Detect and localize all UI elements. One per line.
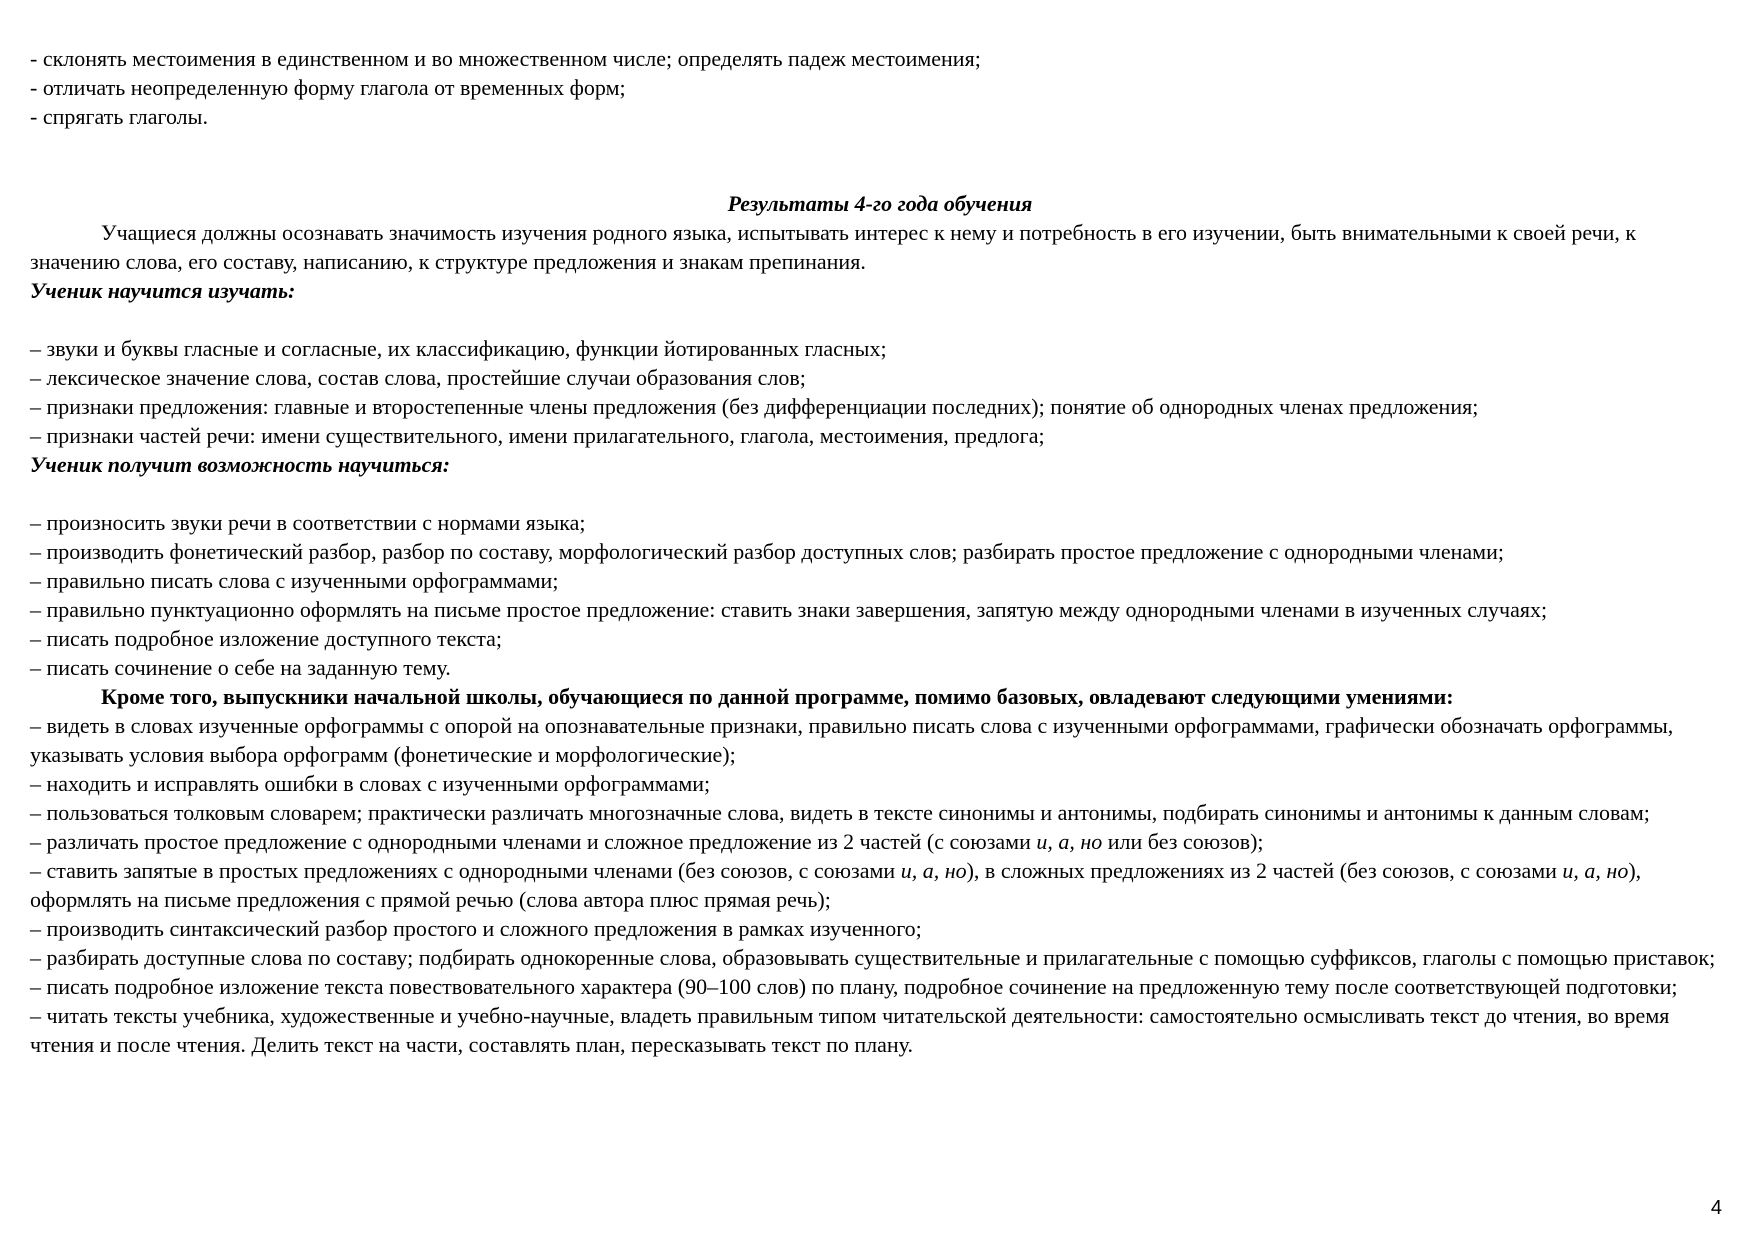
conjunctions: и, а, но (1036, 829, 1103, 854)
section-title: Результаты 4-го года обучения (727, 191, 1033, 216)
learn-heading: Ученик научится изучать: (30, 278, 296, 303)
opportunity-heading: Ученик получит возможность научиться: (30, 452, 451, 477)
opportunity-item: – правильно пунктуационно оформлять на письме простое предложение: ставить знаки завершения, запятую между однородными членами в изученных случаях; (30, 597, 1548, 622)
skill-text: – различать простое предложение с однородными членами и сложное предложение из 2 частей (с союзами (30, 829, 1037, 854)
conjunctions: и, а, но (1562, 858, 1629, 883)
intro-item: - склонять местоимения в единственном и во множественном числе; определять падеж местоимения; (30, 46, 981, 71)
skill-text: – ставить запятые в простых предложениях с однородными членами (без союзов, с союзами (30, 858, 901, 883)
spacer (30, 131, 1730, 189)
opportunity-item: – писать подробное изложение доступного текста; (30, 626, 503, 651)
opportunity-item: – производить фонетический разбор, разбор по составу, морфологический разбор доступных слов; разбирать простое предложение с однородными членами; (30, 539, 1504, 564)
skill-item: – писать подробное изложение текста повествовательного характера (90–100 слов) по плану, подробное сочинение на предложенную тему после соответствующей подготовки; (30, 974, 1678, 999)
skill-text: или без союзов); (1102, 829, 1264, 854)
intro-item: - отличать неопределенную форму глагола от временных форм; (30, 75, 626, 100)
graduates-heading: Кроме того, выпускники начальной школы, обучающиеся по данной программе, помимо базовых, овладевают следующими умениями: (101, 684, 1454, 709)
skill-item (30, 827, 1730, 856)
learn-item: – звуки и буквы гласные и согласные, их классификацию, функции йотированных гласных; (30, 336, 887, 361)
skill-item: – находить и исправлять ошибки в словах с изученными орфограммами; (30, 771, 711, 796)
skill-text: ), оформлять на письме предложения с прямой речью (слова автора плюс прямая речь); (30, 858, 1642, 912)
skill-item: – видеть в словах изученные орфограммы с опорой на опознавательные признаки, правильно писать слова с изученными орфограммами, графически обозначать орфограммы, указывать условия выбора орфограмм (фонетические и морфологические); (30, 713, 1674, 767)
opportunity-item: – произносить звуки речи в соответствии с нормами языка; (30, 510, 586, 535)
intro-item: - спрягать глаголы. (30, 104, 208, 129)
opportunity-item: – писать сочинение о себе на заданную тему. (30, 655, 451, 680)
skill-item: – разбирать доступные слова по составу; подбирать однокоренные слова, образовывать существительные и прилагательные с помощью суффиксов, глаголы с помощью приставок; (30, 945, 1716, 970)
spacer (30, 479, 1730, 508)
learn-item: – лексическое значение слова, состав слова, простейшие случаи образования слов; (30, 365, 806, 390)
opportunity-item: – правильно писать слова с изученными орфограммами; (30, 568, 559, 593)
page-number: 4 (1710, 1197, 1722, 1219)
learn-item: – признаки частей речи: имени существительного, имени прилагательного, глагола, местоимения, предлога; (30, 423, 1045, 448)
section-intro: Учащиеся должны осознавать значимость изучения родного языка, испытывать интерес к нему и потребность в его изучении, быть внимательными к своей речи, к значению слова, его составу, написанию, к структуре предложения и знакам препинания. (30, 220, 1637, 274)
skill-item: – читать тексты учебника, художественные и учебно-научные, владеть правильным типом читательской деятельности: самостоятельно осмысливать текст до чтения, во время чтения и после чтения. Делить текст на части, составлять план, пересказывать текст по плану. (30, 1003, 1670, 1057)
document-page (30, 44, 1730, 1059)
learn-item: – признаки предложения: главные и второстепенные члены предложения (без дифференциации последних); понятие об однородных членах предложения; (30, 394, 1479, 419)
spacer (30, 305, 1730, 334)
skill-item: – производить синтаксический разбор простого и сложного предложения в рамках изученного; (30, 916, 922, 941)
skill-item (30, 856, 1730, 914)
skill-text: ), в сложных предложениях из 2 частей (без союзов, с союзами (966, 858, 1563, 883)
skill-item: – пользоваться толковым словарем; практически различать многозначные слова, видеть в тексте синонимы и антонимы, подбирать синонимы и антонимы к данным словам; (30, 800, 1650, 825)
conjunctions: и, а, но (900, 858, 967, 883)
